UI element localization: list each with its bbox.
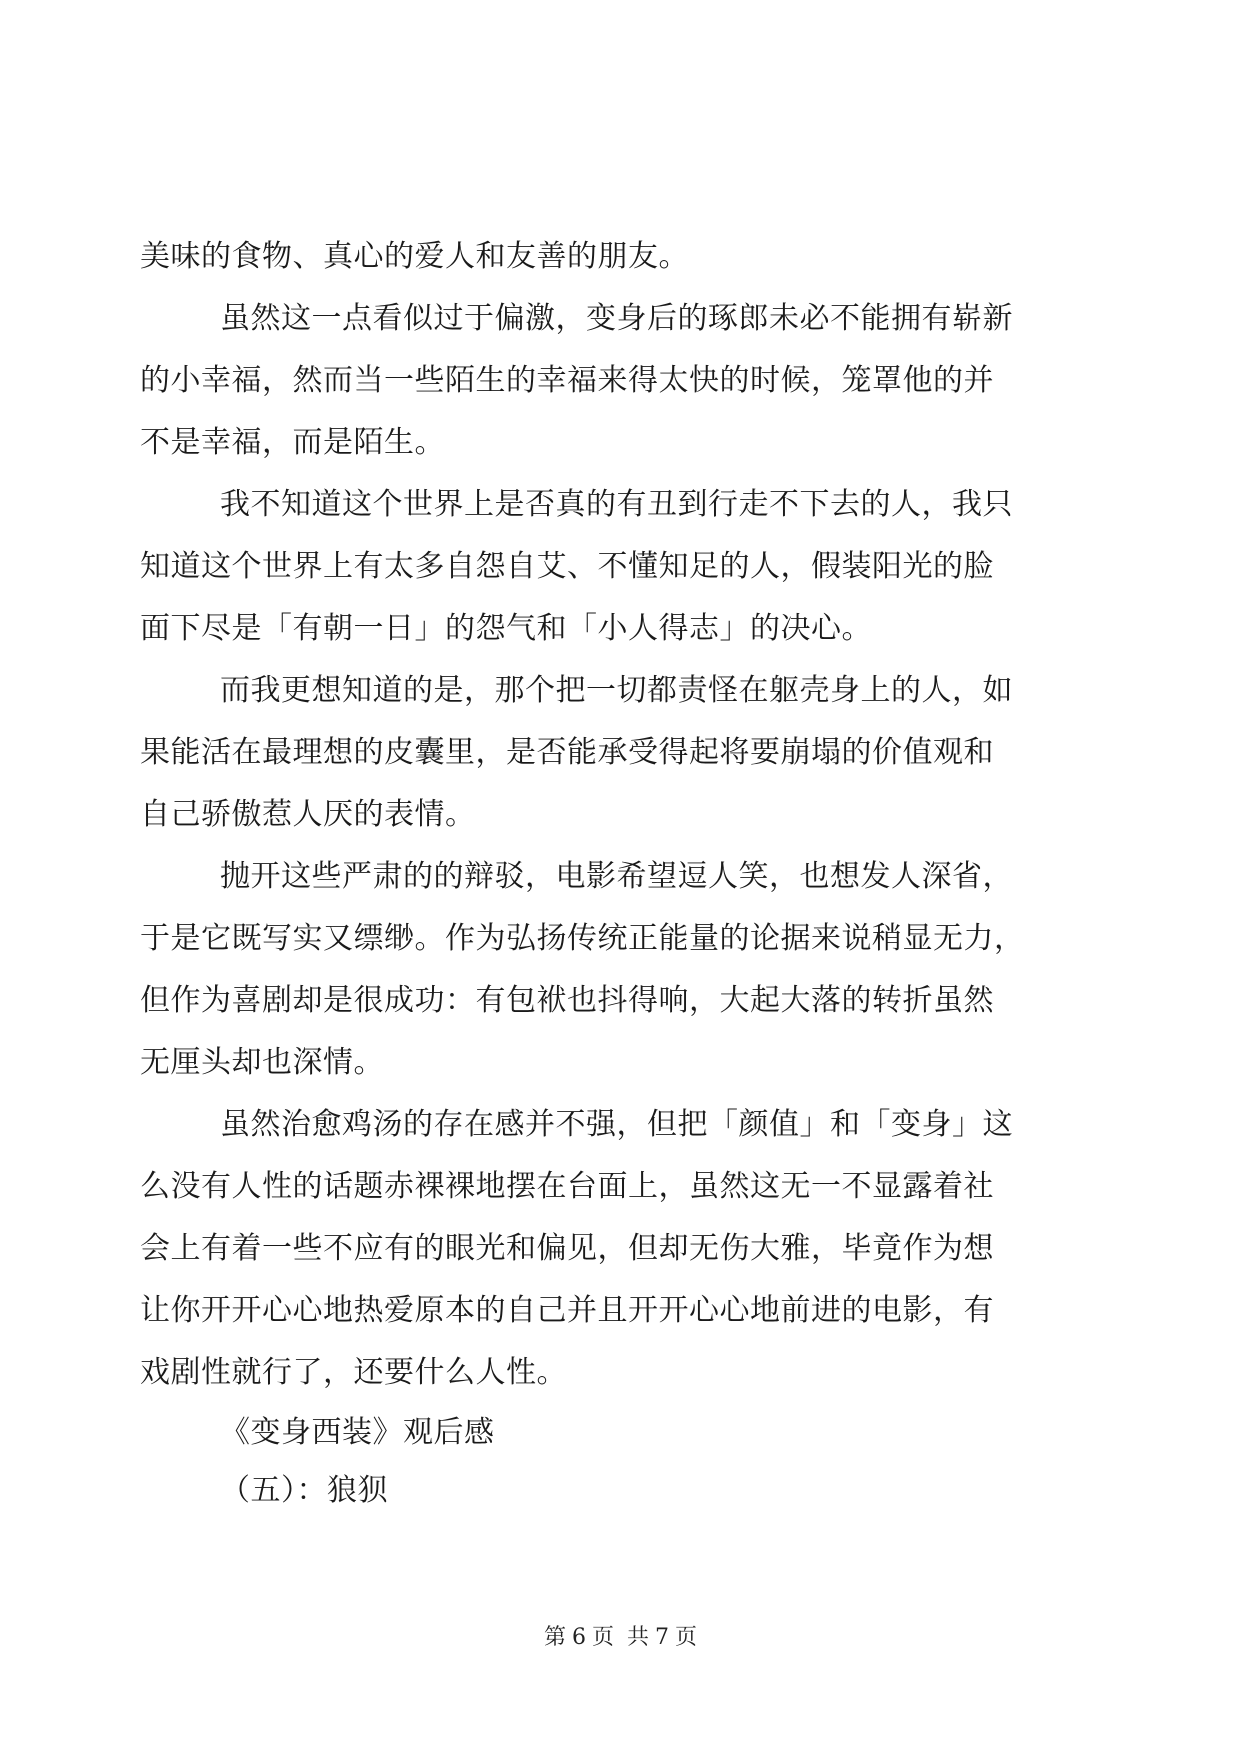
- total-suffix: 页: [675, 1625, 698, 1650]
- text-line: 自己骄傲惹人厌的表情。: [140, 797, 476, 832]
- total-prefix: 共: [627, 1625, 650, 1650]
- text-line: 会上有着一些不应有的眼光和偏见，但却无伤大雅，毕竟作为想: [140, 1231, 994, 1266]
- text-line: 于是它既写实又缥缈。作为弘扬传统正能量的论据来说稍显无力，: [140, 921, 1025, 956]
- text-line: 虽然治愈鸡汤的存在感并不强，但把「颜值」和「变身」这: [220, 1107, 1013, 1142]
- text-line: 美味的食物、真心的爱人和友善的朋友。: [140, 239, 689, 274]
- text-line: 面下尽是「有朝一日」的怨气和「小人得志」的决心。: [140, 611, 872, 646]
- text-line: 虽然这一点看似过于偏激，变身后的琢郎未必不能拥有崭新: [220, 301, 1013, 336]
- page-footer: [0, 1620, 1241, 1651]
- text-line: 无厘头却也深情。: [140, 1045, 384, 1080]
- total-pages: 7: [655, 1625, 670, 1650]
- section-title: 《变身西装》观后感: [220, 1415, 495, 1450]
- text-line: 让你开开心心地热爱原本的自己并且开开心心地前进的电影，有: [140, 1293, 994, 1328]
- text-line: 抛开这些严肃的的辩驳，电影希望逗人笑，也想发人深省，: [220, 859, 1013, 894]
- document-body: [140, 226, 1100, 1520]
- page-suffix: 页: [591, 1625, 614, 1650]
- text-line: 而我更想知道的是，那个把一切都责怪在躯壳身上的人，如: [220, 673, 1013, 708]
- text-line: 的小幸福，然而当一些陌生的幸福来得太快的时候，笼罩他的并: [140, 363, 994, 398]
- text-line: 但作为喜剧却是很成功：有包袱也抖得响，大起大落的转折虽然: [140, 983, 994, 1018]
- text-line: 果能活在最理想的皮囊里，是否能承受得起将要崩塌的价值观和: [140, 735, 994, 770]
- section-subtitle: （五）：狼狈: [220, 1473, 388, 1508]
- page-prefix: 第: [543, 1625, 566, 1650]
- text-line: 知道这个世界上有太多自怨自艾、不懂知足的人，假装阳光的脸: [140, 549, 994, 584]
- text-line: 我不知道这个世界上是否真的有丑到行走不下去的人，我只: [220, 487, 1013, 522]
- text-line: 戏剧性就行了，还要什么人性。: [140, 1355, 567, 1390]
- text-line: 么没有人性的话题赤裸裸地摆在台面上，虽然这无一不显露着社: [140, 1169, 994, 1204]
- text-line: 不是幸福，而是陌生。: [140, 425, 445, 460]
- page-number: 6: [571, 1625, 586, 1650]
